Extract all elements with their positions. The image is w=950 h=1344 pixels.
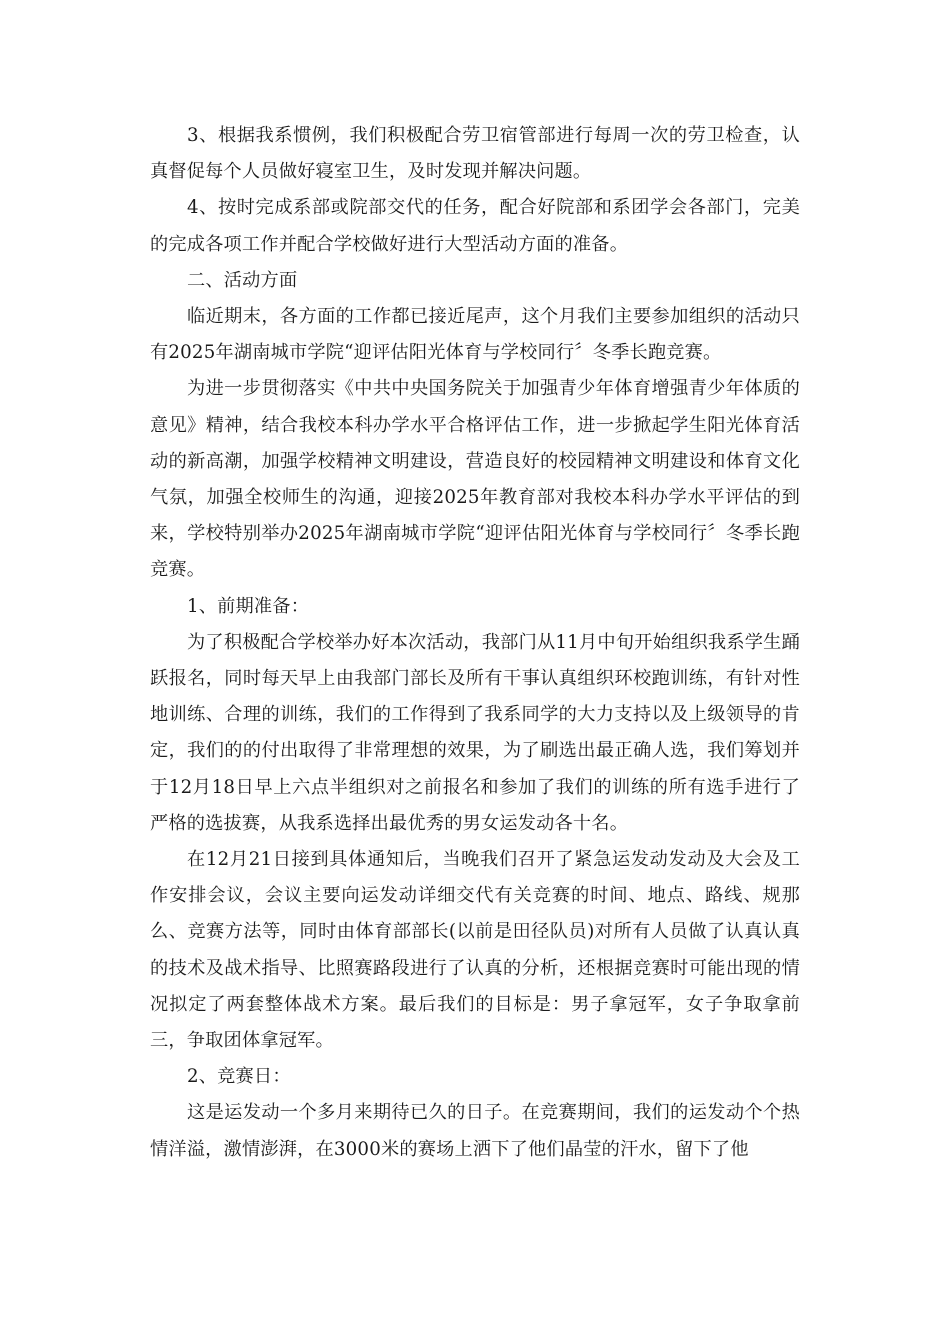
paragraph-race-day: 这是运发动一个多月来期待已久的日子。在竞赛期间，我们的运发动个个热情洋溢，激情澎湃，在3000米的赛场上洒下了他们晶莹的汗水，留下了他 xyxy=(150,1102,800,1160)
paragraph-item-3: 3、根据我系惯例，我们积极配合劳卫宿管部进行每周一次的劳卫检查，认真督促每个人员做好寝室卫生，及时发现并解决问题。 xyxy=(150,125,800,183)
subheading-race-day: 2、竞赛日： xyxy=(187,1066,291,1088)
paragraph-event-purpose: 为进一步贯彻落实《中共中央国务院关于加强青少年体育增强青少年体质的意见》精神，结合我校本科办学水平合格评估工作，进一步掀起学生阳光体育活动的新高潮，加强学校精神文明建设，营造良好的校园精神文明建设和体育文化气氛，加强全校师生的沟通，迎接2025年教育部对我校本科办学水平评估的到来，学校特别举办2025年湖南城市学院“迎评估阳光体育与学校同行〞冬季长跑竞赛。 xyxy=(150,378,800,581)
paragraph-item-4: 4、按时完成系部或院部交代的任务，配合好院部和系团学会各部门，完美的完成各项工作并配合学校做好进行大型活动方面的准备。 xyxy=(150,197,800,255)
paragraph-activity-intro: 临近期末，各方面的工作都已接近尾声，这个月我们主要参加组织的活动只有2025年湖南城市学院“迎评估阳光体育与学校同行〞冬季长跑竞赛。 xyxy=(150,306,800,364)
subheading-preparation: 1、前期准备： xyxy=(187,595,310,617)
section-heading-activities: 二、活动方面 xyxy=(187,269,298,291)
paragraph-meeting: 在12月21日接到具体通知后，当晚我们召开了紧急运发动发动及大会及工作安排会议，会议主要向运发动详细交代有关竞赛的时间、地点、路线、规那么、竞赛方法等，同时由体育部部长(以前是田径队员)对所有人员做了认真认真的技术及战术指导、比照赛路段进行了认真的分析，还根据竞赛时可能出现的情况拟定了两套整体战术方案。最后我们的目标是：男子拿冠军，女子争取拿前三，争取团体拿冠军。 xyxy=(150,849,800,1052)
document-body xyxy=(150,118,800,1168)
paragraph-preparation: 为了积极配合学校举办好本次活动，我部门从11月中旬开始组织我系学生踊跃报名，同时每天早上由我部门部长及所有干事认真组织环校跑训练，有针对性地训练、合理的训练，我们的工作得到了我系同学的大力支持以及上级领导的肯定，我们的的付出取得了非常理想的效果，为了刷选出最正确人选，我们筹划并于12月18日早上六点半组织对之前报名和参加了我们的训练的所有选手进行了严格的选拔赛，从我系选择出最优秀的男女运发动各十名。 xyxy=(150,631,800,834)
